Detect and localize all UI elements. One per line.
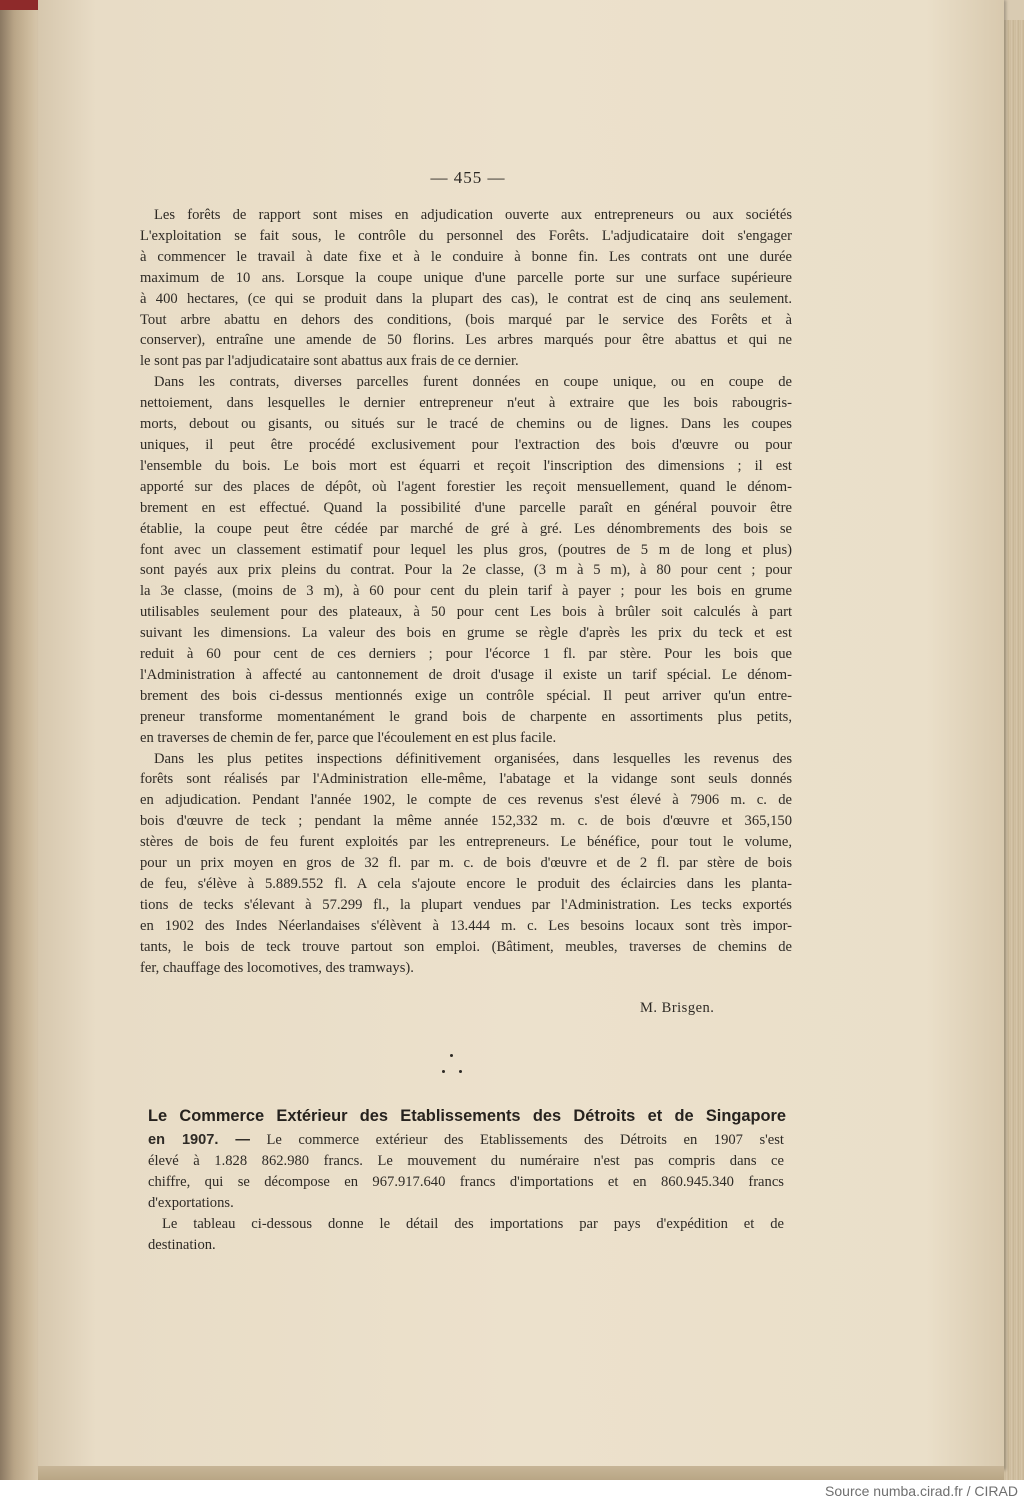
text-line: morts, debout ou gisants, ou situés sur le tracé de chemins ou de lignes. Dans les coupes [140, 416, 792, 433]
text-line: brement en est effectué. Quand la possibilité d'une parcelle paraît en général pouvoir être [140, 499, 792, 516]
article-forets-body [140, 205, 792, 979]
text-line: font avec un classement estimatif pour lequel les plus gros, (poutres de 5 m de long et plus) [140, 541, 792, 558]
text-line: apporté sur des places de dépôt, où l'agent forestier les reçoit mensuellement, quand le dénom- [140, 478, 792, 495]
article-commerce-body [148, 1130, 784, 1255]
text-line [148, 1130, 784, 1151]
text-line: à commencer le travail à date fixe et à le conduire à bonne fin. Les contrats ont une durée [140, 248, 792, 265]
text-line: élevé à 1.828 862.980 francs. Le mouvement du numéraire n'est pas compris dans ce [148, 1152, 784, 1169]
text-line: l'Administration à affecté au cantonnement de droit d'usage il existe un tarif spécial. Le dénom- [140, 666, 792, 683]
article-commerce-lead: en 1907. — [148, 1132, 250, 1148]
text-line: bois d'œuvre de teck ; pendant la même année 152,332 m. c. de bois d'œuvre et 365,150 [140, 813, 792, 830]
text-line: conserver), entraîne une amende de 50 florins. Les arbres marqués pour être abattus et qui ne [140, 332, 792, 349]
text-line-content: Le commerce extérieur des Etablissements des Détroits en 1907 s'est [249, 1132, 784, 1148]
text-line: en traverses de chemin de fer, parce que l'écoulement en est plus facile. [140, 729, 557, 746]
text-line: établie, la coupe peut être cédée par marché de gré à gré. Les dénombrements des bois se [140, 520, 792, 537]
text-line: chiffre, qui se décompose en 967.917.640 francs d'importations et en 860.945.340 francs [148, 1173, 784, 1190]
separator-dot [459, 1070, 462, 1073]
binding-ribbon [0, 0, 40, 10]
text-line: tants, le bois de teck trouve partout son emploi. (Bâtiment, meubles, traverses de chemins de [140, 938, 792, 955]
text-line: à 400 hectares, (ce qui se produit dans la plupart des cas), le contrat est de cinq ans seulement. [140, 290, 792, 307]
book-binding [0, 0, 40, 1480]
text-line: nettoiement, dans lesquelles le dernier entrepreneur n'eut à extraire que les bois rabougris- [140, 395, 792, 412]
article-commerce-heading: Le Commerce Extérieur des Etablissements des Détroits et de Singapore [148, 1107, 786, 1125]
text-line: tions de tecks s'élevant à 57.299 fl., la plupart vendues par l'Administration. Les tecks exportés [140, 896, 792, 913]
text-line: Dans les plus petites inspections définitivement organisées, dans lesquelles les revenus des [154, 750, 792, 767]
text-line: stères de bois de feu furent exploités par les entrepreneurs. Le bénéfice, pour tout le volume, [140, 834, 792, 851]
text-line: forêts sont réalisés par l'Administration elle-même, l'abatage et la vidange sont seuls donnés [140, 771, 792, 788]
text-line: en 1902 des Indes Néerlandaises s'élèvent à 13.444 m. c. Les besoins locaux sont très impor- [140, 917, 792, 934]
text-line: brement des bois ci-dessus mentionnés exige un contrôle spécial. Il peut arriver qu'un entre- [140, 687, 792, 704]
text-line: Le tableau ci-dessous donne le détail des importations par pays d'expédition et de [162, 1215, 784, 1232]
text-line: la 3e classe, (moins de 3 m), à 60 pour cent du plein tarif à payer ; pour les bois en grume [140, 583, 792, 600]
text-line: le sont pas par l'adjudicataire sont abattus aux frais de ce dernier. [140, 353, 519, 370]
text-line: preneur transforme momentanément le grand bois de charpente en assortiments plus petits, [140, 708, 792, 725]
text-line: en adjudication. Pendant l'année 1902, le compte de ces revenus s'est élevé à 7906 m. c. de [140, 792, 792, 809]
source-credit: Source numba.cirad.fr / CIRAD [825, 1483, 1018, 1499]
text-line: destination. [148, 1236, 216, 1253]
text-line: l'ensemble du bois. Le bois mort est équarri et reçoit l'inscription des dimensions ; il est [140, 457, 792, 474]
text-line: L'exploitation se fait sous, le contrôle du personnel des Forêts. L'adjudicataire doit s'engager [140, 227, 792, 244]
text-line: d'exportations. [148, 1194, 234, 1211]
text-line: suivant les dimensions. La valeur des bois en grume se règle d'après les prix du teck et est [140, 625, 792, 642]
text-line: Dans les contrats, diverses parcelles furent données en coupe unique, ou en coupe de [154, 374, 792, 391]
text-line: maximum de 10 ans. Lorsque la coupe unique d'une parcelle porte sur une surface supérieure [140, 269, 792, 286]
page-number: — 455 — [430, 168, 506, 187]
text-line: utilisables seulement pour des plateaux, à 50 pour cent Les bois à brûler soit calculés à part [140, 604, 792, 621]
text-line: Tout arbre abattu en dehors des conditions, (bois marqué par le service des Forêts et à [140, 311, 792, 328]
text-line: reduit à 60 pour cent de ces derniers ; pour l'écorce 1 fl. par stère. Pour les bois que [140, 646, 792, 663]
text-line: fer, chauffage des locomotives, des tramways). [140, 959, 414, 976]
text-line: pour un prix moyen en gros de 32 fl. par m. c. de bois d'œuvre et de 2 fl. par stère de bois [140, 855, 792, 872]
text-line: de feu, s'élève à 5.889.552 fl. A cela s'ajoute encore le produit des éclaircies dans les planta- [140, 876, 792, 892]
separator-dot [442, 1070, 445, 1073]
section-separator-asterism [432, 1050, 472, 1080]
text-line: Les forêts de rapport sont mises en adjudication ouverte aux entrepreneurs ou aux sociétés [154, 207, 792, 223]
separator-dot [450, 1054, 453, 1057]
text-line: sont payés aux prix pleins du contrat. Pour la 2e classe, (3 m à 5 m), à 80 pour cent ; pour [140, 562, 792, 579]
author-signature: M. Brisgen. [640, 1000, 715, 1016]
text-line: uniques, il peut être procédé exclusivement pour l'extraction des bois d'œuvre ou pour [140, 436, 792, 453]
page-bottom-edge [38, 1466, 1004, 1480]
